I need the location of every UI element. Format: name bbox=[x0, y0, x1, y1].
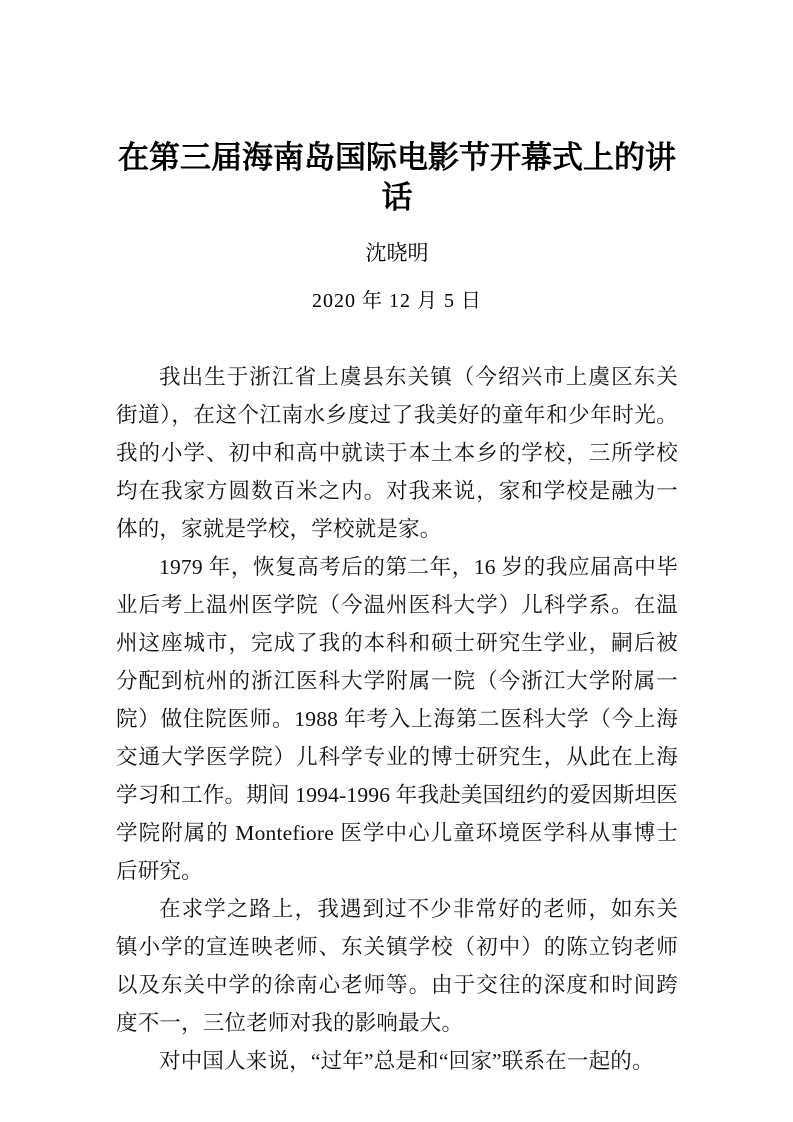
paragraph: 对中国人来说，“过年”总是和“回家”联系在一起的。 bbox=[159, 1049, 654, 1073]
document-content bbox=[116, 0, 678, 1080]
page-title: 在第三届海南岛国际电影节开幕式上的讲话 bbox=[118, 140, 676, 215]
document-author: 沈晓明 bbox=[365, 241, 429, 265]
paragraph: 在求学之路上，我遇到过不少非常好的老师，如东关镇小学的宣连映老师、东关镇学校（初中）的陈立钧老师以及东关中学的徐南心老师等。由于交往的深度和时间跨度不一，三位老师对我的影响最大。 bbox=[116, 897, 678, 1035]
paragraph: 1979 年，恢复高考后的第二年，16 岁的我应届高中毕业后考上温州医学院（今温州医科大学）儿科学系。在温州这座城市，完成了我的本科和硕士研究生学业，嗣后被分配到杭州的浙江医科大学附属一院（今浙江大学附属一院）做住院医师。1988 年考入上海第二医科大学（今上海交通大学医学院）儿科学专业的博士研究生，从此在上海学习和工作。期间 1994-1996 年我赴美国纽约的爱因斯坦医学院附属的 Montefiore 医学中心儿童环境医学科从事博士后研究。 bbox=[116, 555, 678, 883]
document-date: 2020 年 12 月 5 日 bbox=[312, 290, 482, 312]
paragraph: 我出生于浙江省上虞县东关镇（今绍兴市上虞区东关街道），在这个江南水乡度过了我美好的童年和少年时光。我的小学、初中和高中就读于本土本乡的学校，三所学校均在我家方圆数百米之内。对我来说，家和学校是融为一体的，家就是学校，学校就是家。 bbox=[116, 365, 678, 541]
document-body bbox=[116, 316, 678, 1080]
